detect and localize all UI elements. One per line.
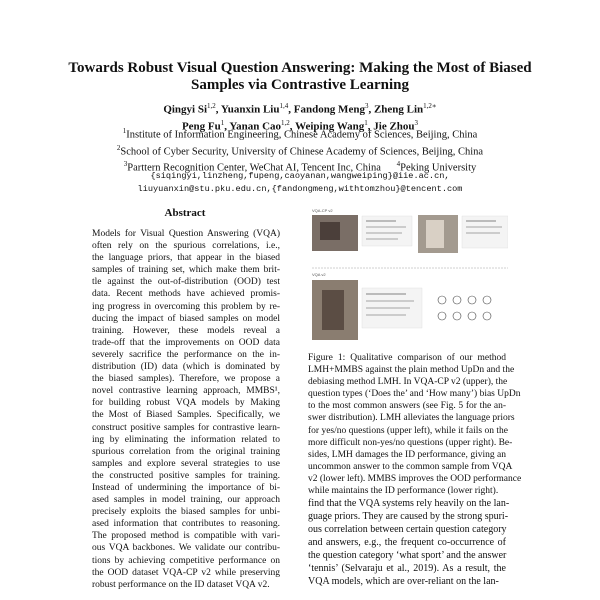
caption-line: to the most common answers (see Fig. 5 for the an- <box>308 401 506 412</box>
caption-line: for yes/no questions (upper left), while it fails on the <box>308 425 508 436</box>
abstract-line: trade-off that the improvements on OOD data <box>92 337 280 348</box>
emails-line-2: liuyuanxin@stu.pku.edu.cn,{fandongmeng,withtomzhou}@tencent.com <box>137 184 463 194</box>
figure-label-vqav2: VQA v2 <box>312 272 326 277</box>
caption-line: sides, LMH damages the ID performance, giving an <box>308 449 506 460</box>
caption-line: while maintains the ID performance (lower right). <box>308 486 499 497</box>
caption-line: Figure 1: Qualitative comparison of our method <box>308 353 506 363</box>
figure-1-graphic <box>312 208 508 348</box>
author-affiliation-mark: 1,4 <box>279 102 289 110</box>
paper-title <box>40 60 560 94</box>
abstract-line: distribution (ID) data (which is dominated by <box>92 362 280 373</box>
abstract-line: samples of training set, which make them brit- <box>92 265 280 276</box>
author-affiliation-mark: 3 <box>364 102 369 110</box>
abstract-line: ing by eliminating the information related to <box>92 434 280 445</box>
caption-line: uncommon answer to the common sample from VQA <box>308 461 513 472</box>
abstract-line: the OOD dataset VQA-CP v2 while preserving <box>92 567 280 578</box>
author-affiliation-mark: 1,2 <box>281 118 290 127</box>
abstract-line: ous VQA backbones. We validate our contribu- <box>92 543 280 554</box>
abstract-line: construct positive samples for contrastive learn- <box>92 422 280 433</box>
abstract-line: Models for Visual Question Answering (VQA) <box>92 229 280 239</box>
abstract-line: The proposed method is compatible with vari- <box>92 531 280 542</box>
body-line: ous correlation between certain question category <box>308 524 507 535</box>
caption-line: more difficult non-yes/no questions (upper right). Be- <box>308 437 513 448</box>
author-name: Fandong Meng <box>293 103 365 116</box>
affiliation-2: $^2$School of Cyber Security, University of Chinese Academy of Sciences, Beijing, China <box>116 143 484 157</box>
figure-1 <box>312 208 508 348</box>
author-name: Jie Zhou <box>373 120 415 133</box>
abstract-line: tle against the out-of-distribution (OOD) test <box>92 277 280 288</box>
author-affiliation-mark: 3 <box>414 118 419 127</box>
abstract-line: ducing the impact of biased samples on model <box>92 313 280 324</box>
author-affiliation-mark: 1 <box>364 118 368 127</box>
abstract-line: samples and explore several strategies to use <box>92 458 280 469</box>
author-emails <box>0 170 600 196</box>
author-name: Peng Fu <box>181 120 221 133</box>
body-line: VQA models, which are over-reliant on the lan- <box>308 576 499 587</box>
caption-line: question types (‘Does the’ and ‘How many’) bias UpDn <box>308 389 521 400</box>
abstract-line: for building robust VQA models by Making <box>92 398 280 409</box>
authors-line-2: Peng Fu$^1$, Yanan Cao$^{1,2}$, Weiping Wang$^1$, Jie Zhou$^3$ <box>181 118 419 133</box>
body-line: ‘tennis’ (Selvaraju et al., 2019). As a result, the <box>308 563 506 574</box>
abstract-line: ased information that contributes to reasoning. <box>92 519 280 530</box>
author-name: Qingyi Si <box>163 103 208 116</box>
author-affiliation-mark: 1,2 <box>207 102 216 110</box>
abstract-line: the Most of Biased Samples. Specifically, we <box>92 410 280 421</box>
abstract-line: the language priors, that appear in the biased <box>92 253 280 264</box>
abstract-line: robust performance on the ID dataset VQA v2. <box>92 579 270 590</box>
abstract-line: the biased samples). Therefore, we propose a <box>92 374 280 385</box>
abstract-line: tions by achieving competitive performance on <box>92 555 280 566</box>
authors-line-1: Qingyi Si$^{1,2}$, Yuanxin Liu$^{1,4}$, Fandong Meng$^3$, Zheng Lin$^{1,2∗}$ <box>163 102 437 116</box>
abstract-line: severely sacrifice the performance on the in- <box>92 349 280 360</box>
score-icons <box>438 296 491 320</box>
affiliation-1: $^1$Institute of Information Engineering, Chinese Academy of Sciences, Beijing, China <box>122 127 478 141</box>
author-affiliation-mark: 1 <box>220 118 225 127</box>
abstract-body <box>92 228 280 591</box>
caption-line: v2 (lower left). MMBS improves the OOD performance <box>308 473 522 484</box>
author-name: Zheng Lin <box>373 103 424 116</box>
author-affiliation-mark: 1,2∗ <box>423 102 437 110</box>
abstract-line: data. Recent methods have achieved promis- <box>92 289 280 300</box>
body-line: and answers, e.g., the frequent co-occurrence of <box>308 537 506 548</box>
abstract-line: training. However, these models reveal a <box>92 325 280 336</box>
author-name: Yuanxin Liu <box>220 103 280 116</box>
body-line: find that the VQA systems rely heavily on the lan- <box>308 498 510 509</box>
emails-line-1: {siqingyi,linzheng,fupeng,caoyanan,wangweiping}@iie.ac.cn, <box>150 171 450 181</box>
affiliation-3-4: $^3$Parttern Recognition Center, WeChat AI, Tencent Inc, China $^4$Peking University <box>123 160 477 174</box>
abstract-line: ased samples in model training, our approach <box>92 495 280 506</box>
figure-label-vqacp: VQA-CP v2 <box>312 208 333 213</box>
abstract-line: spurious correlation from the original training <box>92 446 280 457</box>
caption-line: swer distribution). LMH alleviates the language priors <box>308 413 515 424</box>
abstract-heading: Abstract <box>164 207 206 219</box>
abstract-line: Instead of undermining the importance of bi- <box>92 482 280 493</box>
abstract-line: ing progress in overcoming this problem by re- <box>92 301 280 312</box>
abstract-line: precisely exploits the biased samples for unbi- <box>92 507 280 518</box>
intro-body-text <box>308 497 510 588</box>
author-name: Yanan Cao <box>229 120 282 133</box>
caption-line: LMH+MMBS against the plain method UpDn and the <box>308 365 515 376</box>
title-line-2: Samples via Contrastive Learning <box>191 77 409 93</box>
author-name: Weiping Wang <box>295 120 365 133</box>
title-line-1: Towards Robust Visual Question Answering: Making the Most of Biased <box>68 60 532 76</box>
caption-line: debiasing method LMH. In VQA-CP v2 (upper), the <box>308 377 508 388</box>
abstract-line: novel contrastive learning approach, MMBS¹, <box>92 386 280 397</box>
body-line: the question category ‘what sport’ and the answer <box>308 550 507 561</box>
body-line: guage priors. They are caused by the strong spuri- <box>308 511 509 522</box>
affiliations <box>0 125 600 175</box>
abstract-line: the constructed positive samples for training. <box>92 470 280 481</box>
figure-1-caption <box>308 352 522 497</box>
abstract-line: often rely on the spurious correlations, i.e., <box>92 241 280 252</box>
